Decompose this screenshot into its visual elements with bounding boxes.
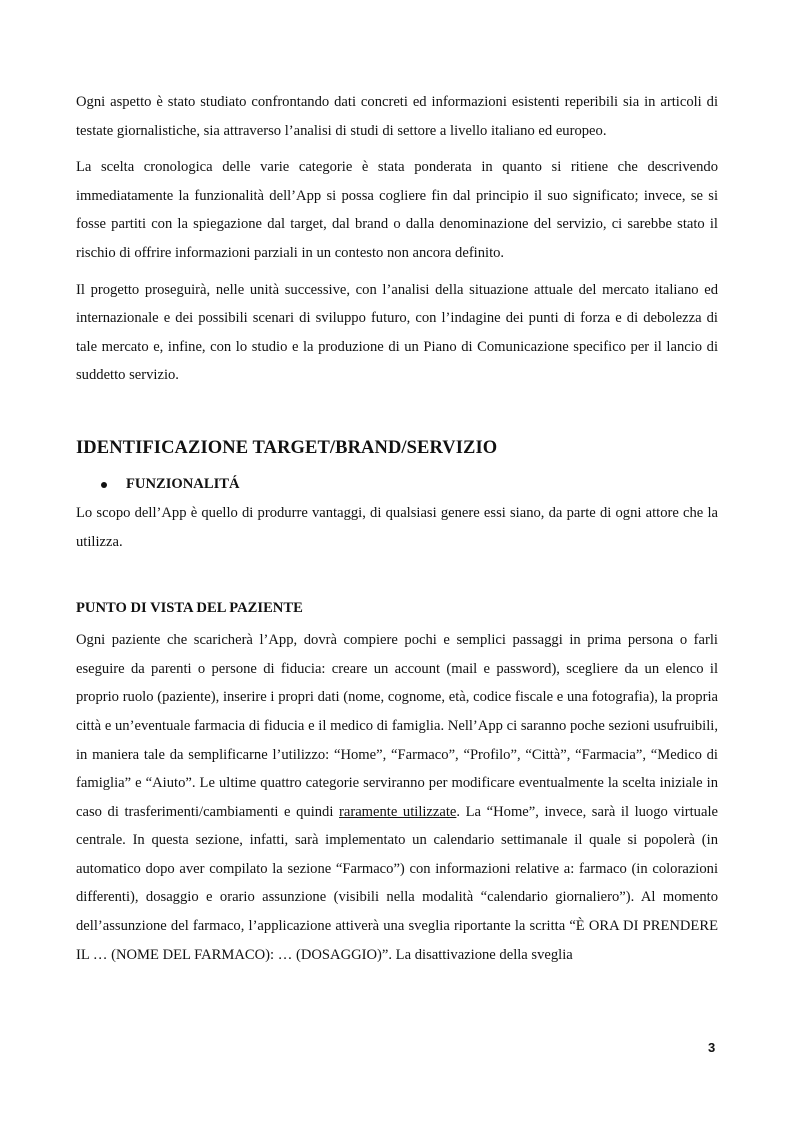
document-page	[76, 88, 718, 977]
intro-paragraph-1: Ogni aspetto è stato studiato confrontando dati concreti ed informazioni esistenti reperibili sia in articoli di testate giornalistiche, sia attraverso l’analisi di studi di settore a livello italiano ed europeo.	[76, 94, 718, 139]
patient-text-after: . La “Home”, invece, sarà il luogo virtuale centrale. In questa sezione, infatti, sarà implementato un calendario settimanale il quale si popolerà (in automatico dopo aver compilato la sezione “Farmaco”) con informazioni relative a: farmaco (in colorazioni differenti), dosaggio e orario assunzione (visibili nella modalità “calendario giornaliero”). Al momento dell’assunzione del farmaco, l’applicazione attiverà una sveglia riportante la scritta “È ORA DI PRENDERE IL … (NOME DEL FARMACO): … (DOSAGGIO)”. La disattivazione della sveglia	[76, 803, 718, 963]
bullet-dot-icon	[101, 482, 107, 488]
intro-paragraph-3: Il progetto proseguirà, nelle unità successive, con l’analisi della situazione attuale del mercato italiano ed internazionale e dei possibili scenari di sviluppo futuro, con l’indagine dei punti di forza e di debolezza di tale mercato e, infine, con lo studio e la produzione di un Piano di Comunicazione specifico per il lancio di suddetto servizio.	[76, 281, 718, 384]
patient-text-underlined: raramente utilizzate	[339, 803, 457, 820]
page-number: 3	[708, 1040, 716, 1055]
bullet-item-funzionalita	[76, 471, 718, 499]
section-title: IDENTIFICAZIONE TARGET/BRAND/SERVIZIO	[76, 437, 498, 458]
patient-paragraph	[76, 626, 718, 969]
intro-paragraph-2: La scelta cronologica delle varie categorie è stata ponderata in quanto si ritiene che descrivendo immediatamente la funzionalità dell’App si possa cogliere fin dal principio il suo significato; invece, se si fosse partiti con la spiegazione dal target, dal brand o dalla denominazione del servizio, ci sarebbe stato il rischio di offrire informazioni parziali in un contesto non ancora definito.	[76, 159, 718, 261]
patient-text-before: Ogni paziente che scaricherà l’App, dovrà compiere pochi e semplici passaggi in prima persona o farli eseguire da parenti o persone di fiducia: creare un account (mail e password), scegliere da un elenco il proprio ruolo (paziente), inserire i propri dati (nome, cognome, età, codice fiscale e una fotografia), la propria città e un’eventuale farmacia di fiducia e il medico di famiglia. Nell’App ci saranno poche sezioni usufruibili, in maniera tale da semplificarne l’utilizzo: “Home”, “Farmaco”, “Profilo”, “Città”, “Farmacia”, “Medico di famiglia” e “Aiuto”. Le ultime quattro categorie serviranno per modificare eventualmente la scelta iniziale in caso di trasferimenti/cambiamenti e quindi	[76, 632, 718, 820]
bullet-label: FUNZIONALITÁ	[126, 476, 240, 493]
patient-heading: PUNTO DI VISTA DEL PAZIENTE	[76, 600, 303, 617]
functionality-paragraph: Lo scopo dell’App è quello di produrre vantaggi, di qualsiasi genere essi siano, da parte di ogni attore che la utilizza.	[76, 504, 718, 550]
